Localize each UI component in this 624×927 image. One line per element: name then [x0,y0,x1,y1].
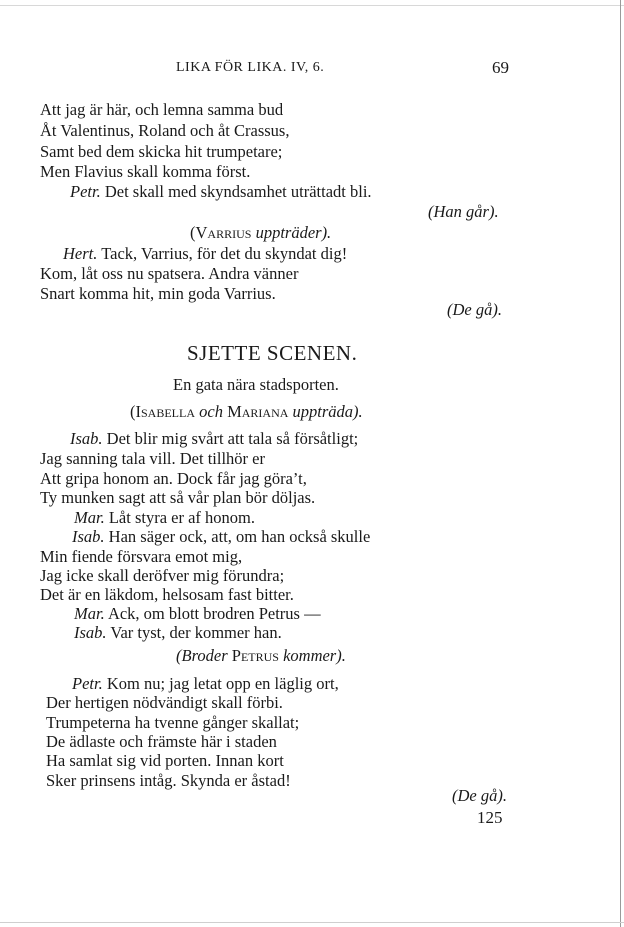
speaker-name: Isab. [70,429,103,448]
stage-direction-exit: (Han går). [428,202,499,221]
stage-verb: uppträder). [255,223,332,242]
verse-line: Samt bed dem skicka hit trumpetare; [40,142,283,161]
speech-line [74,604,321,624]
speaker-name: Hert. [63,244,98,263]
speech-line [70,182,372,202]
scene-heading: SJETTE SCENEN. [187,341,358,365]
speech-line [72,674,339,694]
speech-text: Det skall med skyndsamhet uträttadt bli. [104,182,372,201]
verse-line: Jag icke skall deröfver mig förundra; [40,566,285,585]
character-name: Isabella [135,402,195,421]
page-number: 69 [492,58,509,77]
speaker-name: Petr. [70,182,101,201]
speech-text: Han säger ock, att, om han också skulle [108,527,371,546]
verse-line: Åt Valentinus, Roland och åt Crassus, [40,121,290,140]
stage-direction-enter: (Isabella och Mariana uppträda). [130,402,363,421]
stage-word: och [199,402,223,421]
speech-text: Ack, om blott brodren Petrus — [107,604,321,623]
verse-line: Snart komma hit, min goda Varrius. [40,284,276,303]
speech-text: Tack, Varrius, för det du skyndat dig! [101,244,348,263]
speech-text: Var tyst, der kommer han. [110,623,282,642]
printer-signature-mark: 125 [477,808,503,827]
stage-direction-enter [176,646,346,666]
stage-direction-enter: (Varrius uppträder). [190,223,332,242]
page-edge-top [0,5,624,6]
verse-line: Sker prinsens intåg. Skynda er åstad! [46,771,291,790]
character-name: Varrius [195,223,252,242]
verse-line: Trumpeterna ha tvenne gånger skallat; [46,713,300,732]
running-title: LIKA FÖR LIKA. IV, 6. [176,60,325,75]
verse-line: Det är en läkdom, helsosam fast bitter. [40,585,294,604]
verse-line: Min fiende försvara emot mig, [40,547,243,566]
verse-line: Men Flavius skall komma först. [40,162,251,181]
speech-line [72,527,370,547]
speech-line [63,244,347,264]
page-header [0,58,624,82]
speaker-name: Mar. [74,604,105,623]
page-edge-bottom [0,922,624,923]
stage-direction-exit: (De gå). [447,300,502,319]
speech-text: Kom nu; jag letat opp en läglig ort, [106,674,339,693]
stage-verb: kommer). [283,646,346,665]
speaker-name: Mar. [74,508,105,527]
verse-line: Der hertigen nödvändigt skall förbi. [46,693,283,712]
verse-line: Ty munken sagt att så vår plan bör döljas. [40,488,316,507]
scene-setting: En gata nära stadsporten. [173,375,339,394]
stage-word: (Broder [176,646,228,665]
character-name: Petrus [231,646,279,665]
speech-line [70,429,358,449]
stage-verb: uppträda). [292,402,363,421]
speaker-name: Isab. [74,623,107,642]
speech-line [74,508,255,528]
verse-line: De ädlaste och främste här i staden [46,732,277,751]
speech-text: Låt styra er af honom. [108,508,255,527]
page-edge-right [620,0,621,927]
verse-line: Ha samlat sig vid porten. Innan kort [46,751,284,770]
character-name: Mariana [227,402,289,421]
verse-line: Att jag är här, och lemna samma bud [40,100,284,119]
speech-text: Det blir mig svårt att tala så försåtligt; [106,429,359,448]
speaker-name: Isab. [72,527,105,546]
verse-line: Jag sanning tala vill. Det tillhör er [40,449,265,468]
speech-line [74,623,282,643]
verse-line: Kom, låt oss nu spatsera. Andra vänner [40,264,299,283]
stage-direction-exit: (De gå). [452,786,507,805]
verse-line: Att gripa honom an. Dock får jag göra’t, [40,469,307,488]
speaker-name: Petr. [72,674,103,693]
